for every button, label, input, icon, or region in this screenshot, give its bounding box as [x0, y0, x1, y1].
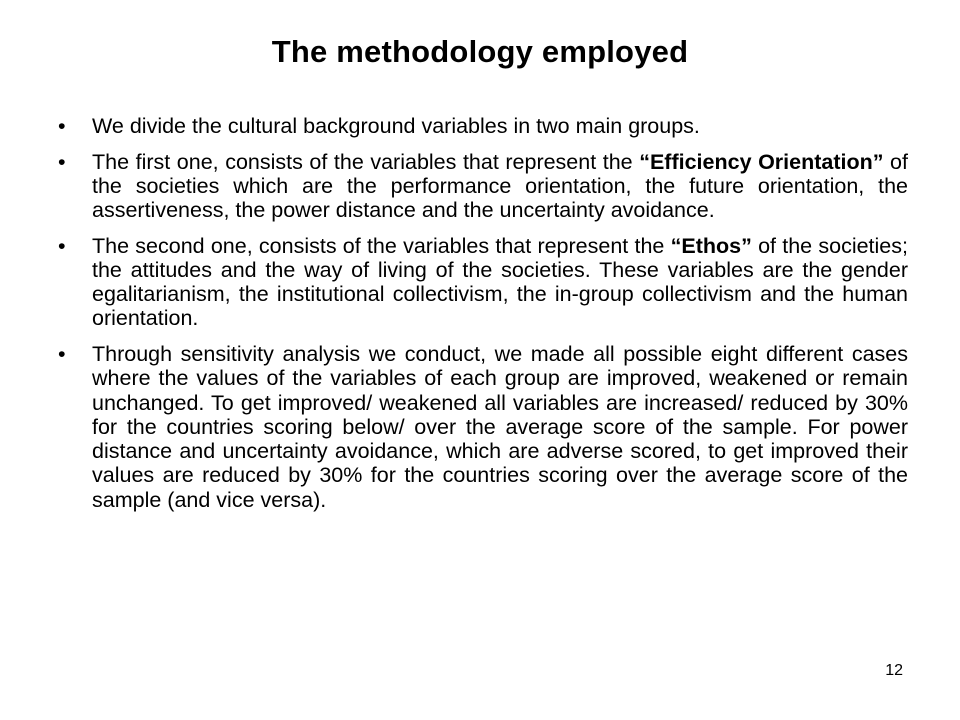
bullet-text-start: The first one, consists of the variables that represent the	[92, 150, 640, 174]
bullet-symbol: •	[58, 114, 66, 138]
bullet-item-efficiency-orientation	[58, 150, 908, 222]
bullet-item-groups	[58, 114, 908, 138]
bullet-symbol: •	[58, 150, 66, 174]
bullet-text-end: of the societies which are the performance orientation, the future orientation, the assertiveness, the power distance and the uncertainty avoidance.	[92, 150, 908, 222]
bullet-emphasis: “Efficiency Orientation”	[639, 150, 884, 174]
bullet-text: Through sensitivity analysis we conduct, we made all possible eight different cases where the values of the variables of each group are improved, weakened or remain unchanged. To get improved/ weakened all variables are increased/ reduced by 30% for the countries scoring below/ over the average score of the sample. For power distance and uncertainty avoidance, which are adverse scored, to get improved their values are reduced by 30% for the countries scoring over the average score of the sample (and vice versa).	[92, 342, 908, 512]
slide-title: The methodology employed	[271, 34, 689, 69]
bullet-text: We divide the cultural background variables in two main groups.	[92, 114, 700, 138]
bullet-emphasis: “Ethos”	[670, 234, 752, 258]
bullet-text-end: of the societies; the attitudes and the way of living of the societies. These variables are the gender egalitarianism, the institutional collectivism, the in-group collectivism and the human orientation.	[92, 234, 908, 330]
bullet-symbol: •	[58, 234, 66, 258]
bullet-item-sensitivity-analysis	[58, 342, 908, 512]
bullet-item-ethos	[58, 234, 908, 330]
bullet-text-start: The second one, consists of the variables that represent the	[92, 234, 671, 258]
bullet-list	[58, 114, 908, 512]
bullet-symbol: •	[58, 342, 66, 366]
page-number: 12	[885, 662, 903, 679]
